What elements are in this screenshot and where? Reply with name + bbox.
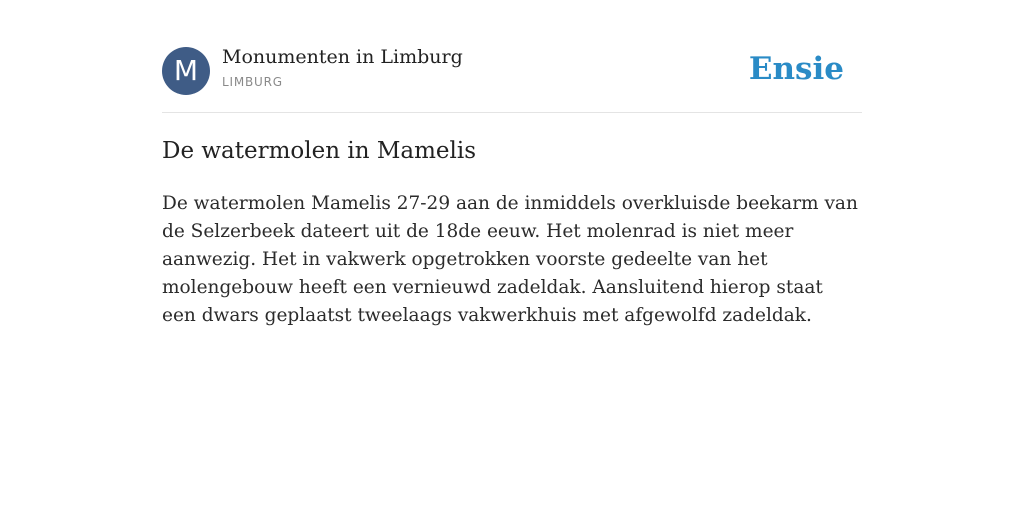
site-subtitle[interactable]: LIMBURG bbox=[222, 75, 283, 89]
site-title[interactable]: Monumenten in Limburg bbox=[222, 46, 463, 68]
avatar[interactable]: M bbox=[162, 47, 210, 95]
header bbox=[162, 0, 862, 113]
ensie-logo[interactable]: Ensie bbox=[748, 51, 844, 87]
article-body: De watermolen Mamelis 27-29 aan de inmiddels overkluisde beekarm van de Selzerbeek dateert uit de 18de eeuw. Het molenrad is niet meer aanwezig. Het in vakwerk opgetrokken voorste gedeelte van het molengebouw heeft een vernieuwd zadeldak. Aansluitend hierop staat een dwars geplaatst tweelaags vakwerkhuis met afgewolfd zadeldak. bbox=[162, 193, 858, 326]
page-title: De watermolen in Mamelis bbox=[162, 138, 477, 164]
content-container bbox=[162, 0, 862, 326]
